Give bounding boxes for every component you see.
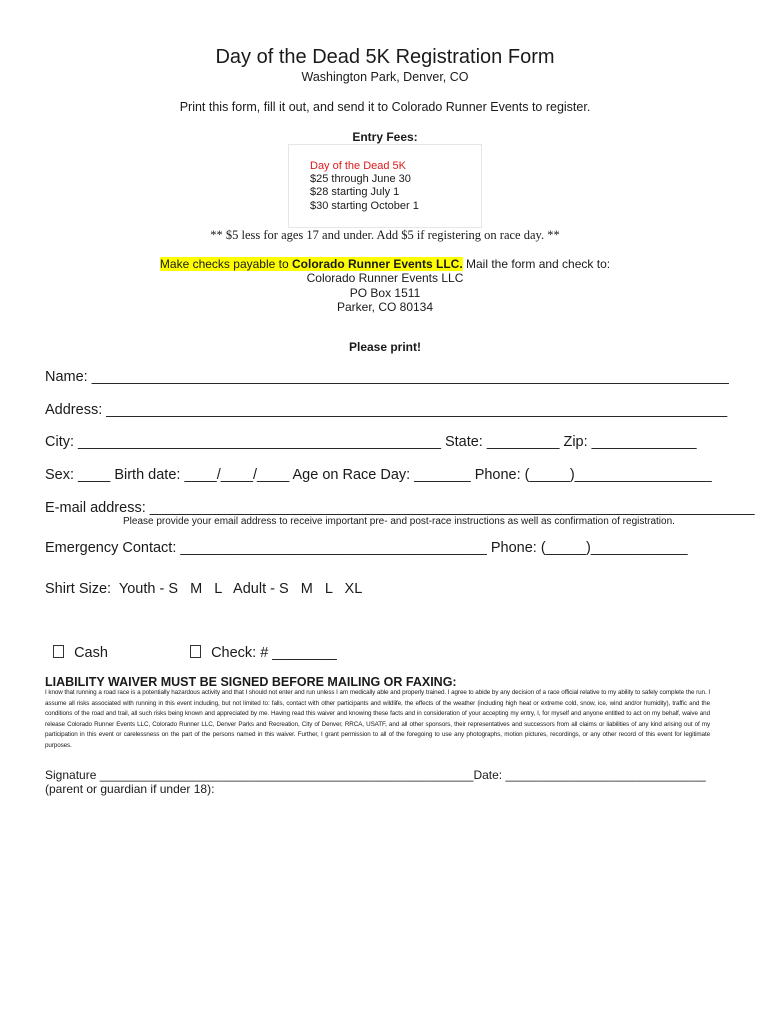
event-location: Washington Park, Denver, CO	[301, 70, 469, 84]
fee-rate: $30 starting October 1	[310, 199, 419, 212]
address-field[interactable]: Address: _____________________________________________________________________________	[45, 402, 728, 418]
check-option[interactable]	[182, 629, 337, 661]
check-checkbox[interactable]	[190, 645, 201, 658]
fee-rate: $28 starting July 1	[310, 186, 400, 199]
signature-date-line[interactable]: Signature ________________________________________________________Date: ______________________________	[45, 768, 706, 782]
waiver-heading: LIABILITY WAIVER MUST BE SIGNED BEFORE MAILING OR FAXING:	[45, 675, 457, 689]
email-note: Please provide your email address to receive important pre- and post-race instructions as well as confirmation of registration.	[123, 516, 675, 527]
fees-event-name: Day of the Dead 5K	[310, 160, 407, 172]
emergency-contact-field[interactable]: Emergency Contact: ______________________________________ Phone: (_____)____________	[45, 540, 688, 556]
sex-birthdate-phone-field[interactable]: Sex: ____ Birth date: ____/____/____ Age on Race Day: _______ Phone: (_____)_________________	[45, 467, 712, 483]
city-state-zip-field[interactable]: City: _____________________________________________ State: _________ Zip: _____________	[45, 434, 697, 450]
please-print-note: Please print!	[348, 340, 422, 354]
cash-option[interactable]	[45, 629, 108, 661]
entry-fees-heading: Entry Fees:	[352, 130, 418, 144]
waiver-text: I know that running a road race is a potentially hazardous activity and that I should not enter and run unless I am medically able and properly trained. I agree to abide by any decision of a race official relative to my ability to safely complete the run. I assume all risks associated with running in this event including, but not limited to: falls, contact with other participants and wildlife, the effects of the weather (including high heat or extreme cold, snow, ice, wind and/or humidity), traffic and the conditions of the road and trail, all such risks being known and appreciated by me. Having read this waiver and knowing these facts and in consideration of your accepting my entry, I, for myself and anyone entitled to act on my behalf, waive and release Colorado Runner Events LLC, Colorado Runner LLC, Denver Parks and Recreation, City of Denver, RRCA, USATF, and all other sponsors, their representatives and successors from all claims or liabilities of any kind arising out of my participation in this event or carelessness on the part of the persons named in this waiver. Further, I grant permission to all of the foregoing to use any photographs, motion pictures, recordings, or any other record of this event for legitimate purposes.	[45, 689, 710, 749]
shirt-size-options[interactable]: Shirt Size: Youth - S M L Adult - S M L XL	[45, 581, 363, 597]
name-field[interactable]: Name: _______________________________________________________________________________	[45, 369, 729, 385]
mail-instruction: Mail the form and check to:	[462, 257, 611, 271]
fee-rate: $25 through June 30	[310, 173, 411, 186]
address-line: PO Box 1511	[349, 285, 421, 300]
payee-name: Colorado Runner Events LLC.	[291, 257, 463, 271]
form-instructions: Print this form, fill it out, and send it to Colorado Runner Events to register.	[179, 100, 591, 114]
payable-prefix: Make checks payable to	[159, 257, 292, 271]
cash-checkbox[interactable]	[53, 645, 64, 658]
cash-label: Cash	[74, 645, 108, 661]
check-label: Check: # ________	[211, 645, 337, 661]
address-line: Parker, CO 80134	[336, 300, 434, 314]
address-line: Colorado Runner Events LLC	[306, 271, 464, 285]
email-field[interactable]: E-mail address: ___________________________________________________________________________	[45, 500, 755, 516]
form-title: Day of the Dead 5K Registration Form	[215, 46, 555, 68]
discount-note: ** $5 less for ages 17 and under. Add $5 if registering on race day. **	[210, 228, 560, 242]
mailing-address	[0, 271, 770, 315]
fees-list	[310, 160, 419, 213]
guardian-note: (parent or guardian if under 18):	[45, 782, 215, 796]
payment-instructions	[0, 257, 770, 271]
